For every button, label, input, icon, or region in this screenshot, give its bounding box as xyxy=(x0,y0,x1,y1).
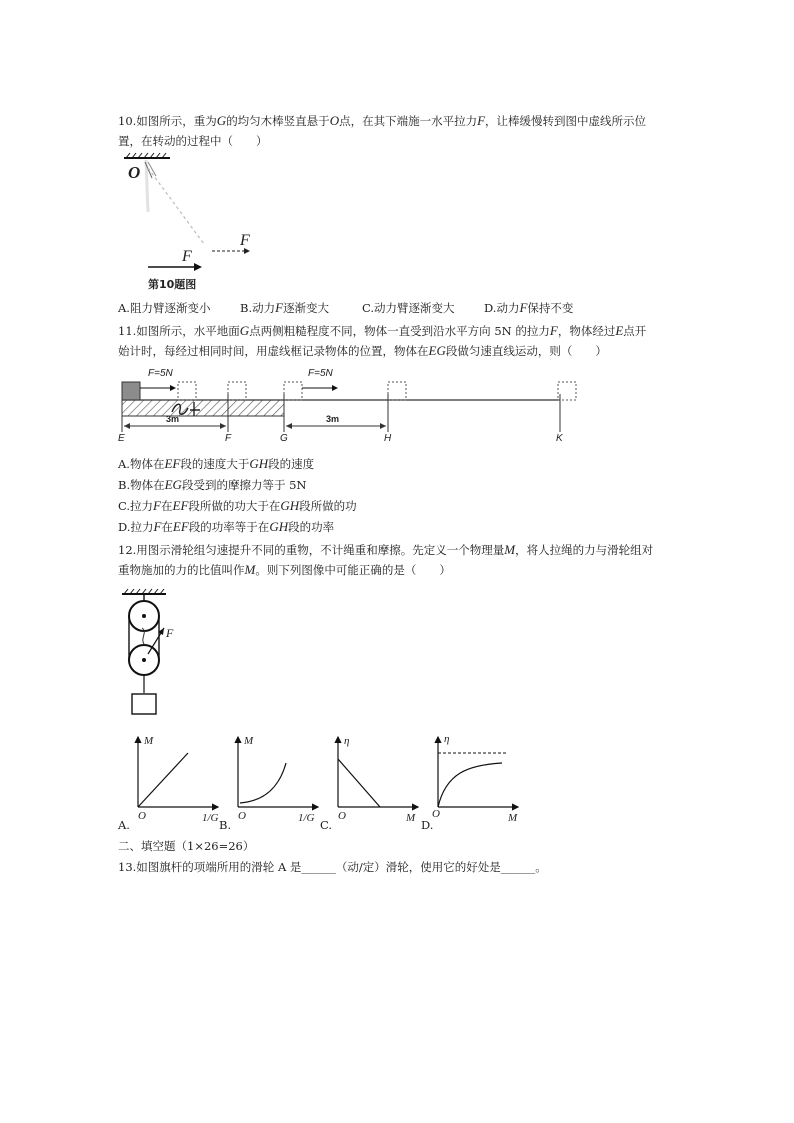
graph-d-option: D. xyxy=(421,818,434,832)
graph-b-origin: O xyxy=(238,810,246,822)
graph-a-origin: O xyxy=(138,810,146,822)
q11-distance-ef: 3m xyxy=(166,414,180,424)
graph-a-xlabel: 1/G xyxy=(202,812,219,824)
q11-option-b: B.物体在EG段受到的摩擦力等于 5N xyxy=(118,477,307,492)
q10-option-a: A.阻力臂逐渐变小 xyxy=(118,301,211,315)
q11-distance-gh: 3m xyxy=(326,414,340,424)
q10-option-b: B.动力F逐渐变大 xyxy=(240,300,330,315)
q10-label-O: O xyxy=(128,163,141,182)
graph-c-origin: O xyxy=(338,810,346,822)
q10-stem-line1: 10.如图所示，重为G的均匀木棒竖直悬于O点，在其下端施一水平拉力F，让棒缓慢转到图中虚线所示位 xyxy=(118,113,647,128)
section-fill-in-title: 二、填空题（1×26=26） xyxy=(118,839,255,853)
graph-b-ylabel: M xyxy=(244,735,254,747)
q11-stem-line2: 始计时，每经过相同时间，用虚线框记录物体的位置，物体在EG段做匀速直线运动，则（ ） xyxy=(118,343,607,358)
q10-figure xyxy=(118,152,288,292)
q11-label-force-2: F=5N xyxy=(308,368,333,379)
q11-label-H: H xyxy=(384,433,392,444)
graph-b-option: B. xyxy=(219,818,232,832)
graph-c-ylabel: η xyxy=(344,735,350,747)
q12-graphs xyxy=(118,733,538,833)
graph-a-option: A. xyxy=(118,818,130,832)
q12-stem-line2: 重物施加的力的比值叫作M。则下列图像中可能正确的是（ ） xyxy=(118,562,451,577)
graph-b-xlabel: 1/G xyxy=(298,812,315,824)
q12-stem-line1: 12.用图示滑轮组匀速提升不同的重物，不计绳重和摩擦。先定义一个物理量M，将人拉绳的力与滑轮组对 xyxy=(118,542,654,557)
q11-label-force-1: F=5N xyxy=(148,368,173,379)
q11-label-K: K xyxy=(556,433,563,444)
graph-d-origin: O xyxy=(432,808,440,820)
q13-stem: 13.如图旗杆的项端所用的滑轮 A 是______（动/定）滑轮，使用它的好处是______。 xyxy=(118,860,547,874)
q11-option-d: D.拉力F在EF段的功率等于在GH段的功率 xyxy=(118,519,335,534)
graph-d-ylabel: η xyxy=(444,733,450,745)
q11-option-c: C.拉力F在EF段所做的功大于在GH段所做的功 xyxy=(118,498,357,513)
graph-d-xlabel: M xyxy=(508,812,518,824)
q11-label-F: F xyxy=(225,433,232,444)
q11-figure xyxy=(118,366,588,448)
q10-option-d: D.动力F保持不变 xyxy=(484,300,574,315)
q10-option-c: C.动力臂逐渐变大 xyxy=(362,301,455,315)
q10-figure-caption: 第10题图 xyxy=(148,278,197,291)
q11-label-E: E xyxy=(118,433,125,444)
q12-pulley-figure xyxy=(118,588,188,718)
q10-label-F-dashed: F xyxy=(240,232,250,249)
q11-label-G: G xyxy=(280,433,288,444)
q10-stem-line2: 置，在转动的过程中（ ） xyxy=(118,134,268,148)
q11-stem-line1: 11.如图所示，水平地面G点两侧粗糙程度不同，物体一直受到沿水平方向 5N 的拉力F，物体经过E点开 xyxy=(118,323,647,338)
graph-c-option: C. xyxy=(320,818,333,832)
q11-option-a: A.物体在EF段的速度大于GH段的速度 xyxy=(118,456,315,471)
q10-label-F-solid: F xyxy=(182,248,192,265)
graph-c-xlabel: M xyxy=(406,812,416,824)
q12-label-F: F xyxy=(166,626,174,640)
graph-a-ylabel: M xyxy=(144,735,154,747)
